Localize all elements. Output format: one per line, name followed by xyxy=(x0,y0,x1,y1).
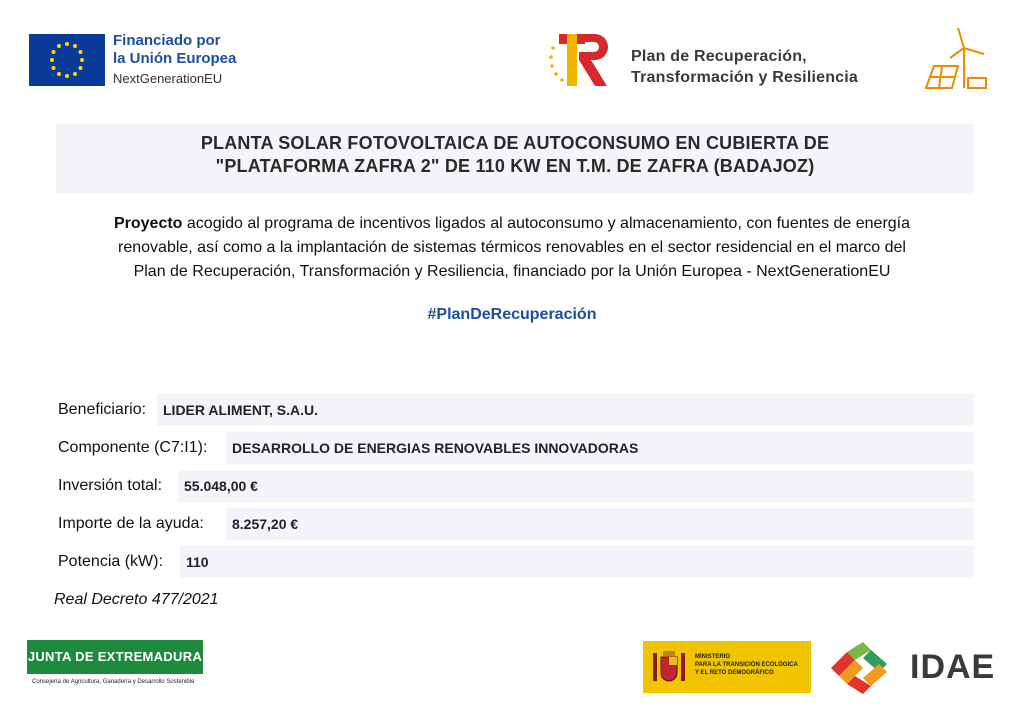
eu-line-3: NextGenerationEU xyxy=(113,71,223,86)
beneficiario-value: LIDER ALIMENT, S.A.U. xyxy=(157,394,974,426)
inversion-value: 55.048,00 € xyxy=(178,470,974,502)
eu-flag-icon xyxy=(29,34,105,86)
ayuda-label: Importe de la ayuda: xyxy=(58,515,204,532)
potencia-value: 110 xyxy=(180,546,974,578)
ministerio-logo xyxy=(643,641,811,693)
project-title xyxy=(56,124,974,194)
title-line-1: PLANTA SOLAR FOTOVOLTAICA DE AUTOCONSUMO EN CUBIERTA DE xyxy=(200,133,830,153)
project-description xyxy=(40,212,984,284)
plan-line-2: Transformación y Resiliencia xyxy=(631,69,859,86)
ministerio-line-1: MINISTERIO xyxy=(695,654,731,660)
spain-crest-icon xyxy=(649,647,689,687)
field-inversion xyxy=(56,470,974,502)
ministerio-line-2: PARA LA TRANSICIÓN ECOLÓGICA xyxy=(695,662,798,668)
description-lead: Proyecto xyxy=(113,215,183,232)
hashtag: #PlanDeRecuperación xyxy=(427,306,597,323)
eu-funding-text xyxy=(113,32,236,88)
description-line-3: Plan de Recuperación, Transformación y Resiliencia, financiado por la Unión Europea - NextGenerationEU xyxy=(133,263,891,280)
componente-label: Componente (C7:I1): xyxy=(58,439,208,456)
idae-logo-icon xyxy=(825,640,903,696)
ayuda-value: 8.257,20 € xyxy=(226,508,974,540)
componente-value: DESARROLLO DE ENERGIAS RENOVABLES INNOVADORAS xyxy=(226,432,974,464)
solar-wind-icon xyxy=(922,24,990,94)
beneficiario-label: Beneficiario: xyxy=(58,401,147,418)
junta-logo: JUNTA DE EXTREMADURA xyxy=(27,640,203,674)
plan-recuperacion-text xyxy=(631,46,858,88)
inversion-label: Inversión total: xyxy=(58,477,163,494)
field-potencia xyxy=(56,546,974,578)
ministerio-text xyxy=(695,653,798,677)
description-line-1 xyxy=(40,212,984,236)
junta-subtitle: Consejería de Agricultura, Ganadería y Desarrollo Sostenible xyxy=(32,679,195,685)
field-beneficiario xyxy=(56,394,974,426)
description-text-1: acogido al programa de incentivos ligados al autoconsumo y almacenamiento, con fuentes de energía xyxy=(182,215,911,232)
plan-line-1: Plan de Recuperación, xyxy=(631,48,807,65)
eu-line-1: Financiado por xyxy=(113,32,221,49)
tr-logo-icon xyxy=(547,30,615,90)
field-ayuda xyxy=(56,508,974,540)
ministerio-line-3: Y EL RETO DEMOGRÁFICO xyxy=(695,670,774,676)
title-line-2: "PLATAFORMA ZAFRA 2" DE 110 KW EN T.M. DE ZAFRA (BADAJOZ) xyxy=(215,156,815,176)
idae-wordmark: IDAE xyxy=(910,648,996,686)
decree-text: Real Decreto 477/2021 xyxy=(54,591,219,608)
field-componente xyxy=(56,432,974,464)
potencia-label: Potencia (kW): xyxy=(58,553,163,570)
description-line-2: renovable, así como a la implantación de sistemas térmicos renovables en el sector residencial en el marco del xyxy=(118,239,906,256)
eu-line-2: la Unión Europea xyxy=(113,50,237,67)
